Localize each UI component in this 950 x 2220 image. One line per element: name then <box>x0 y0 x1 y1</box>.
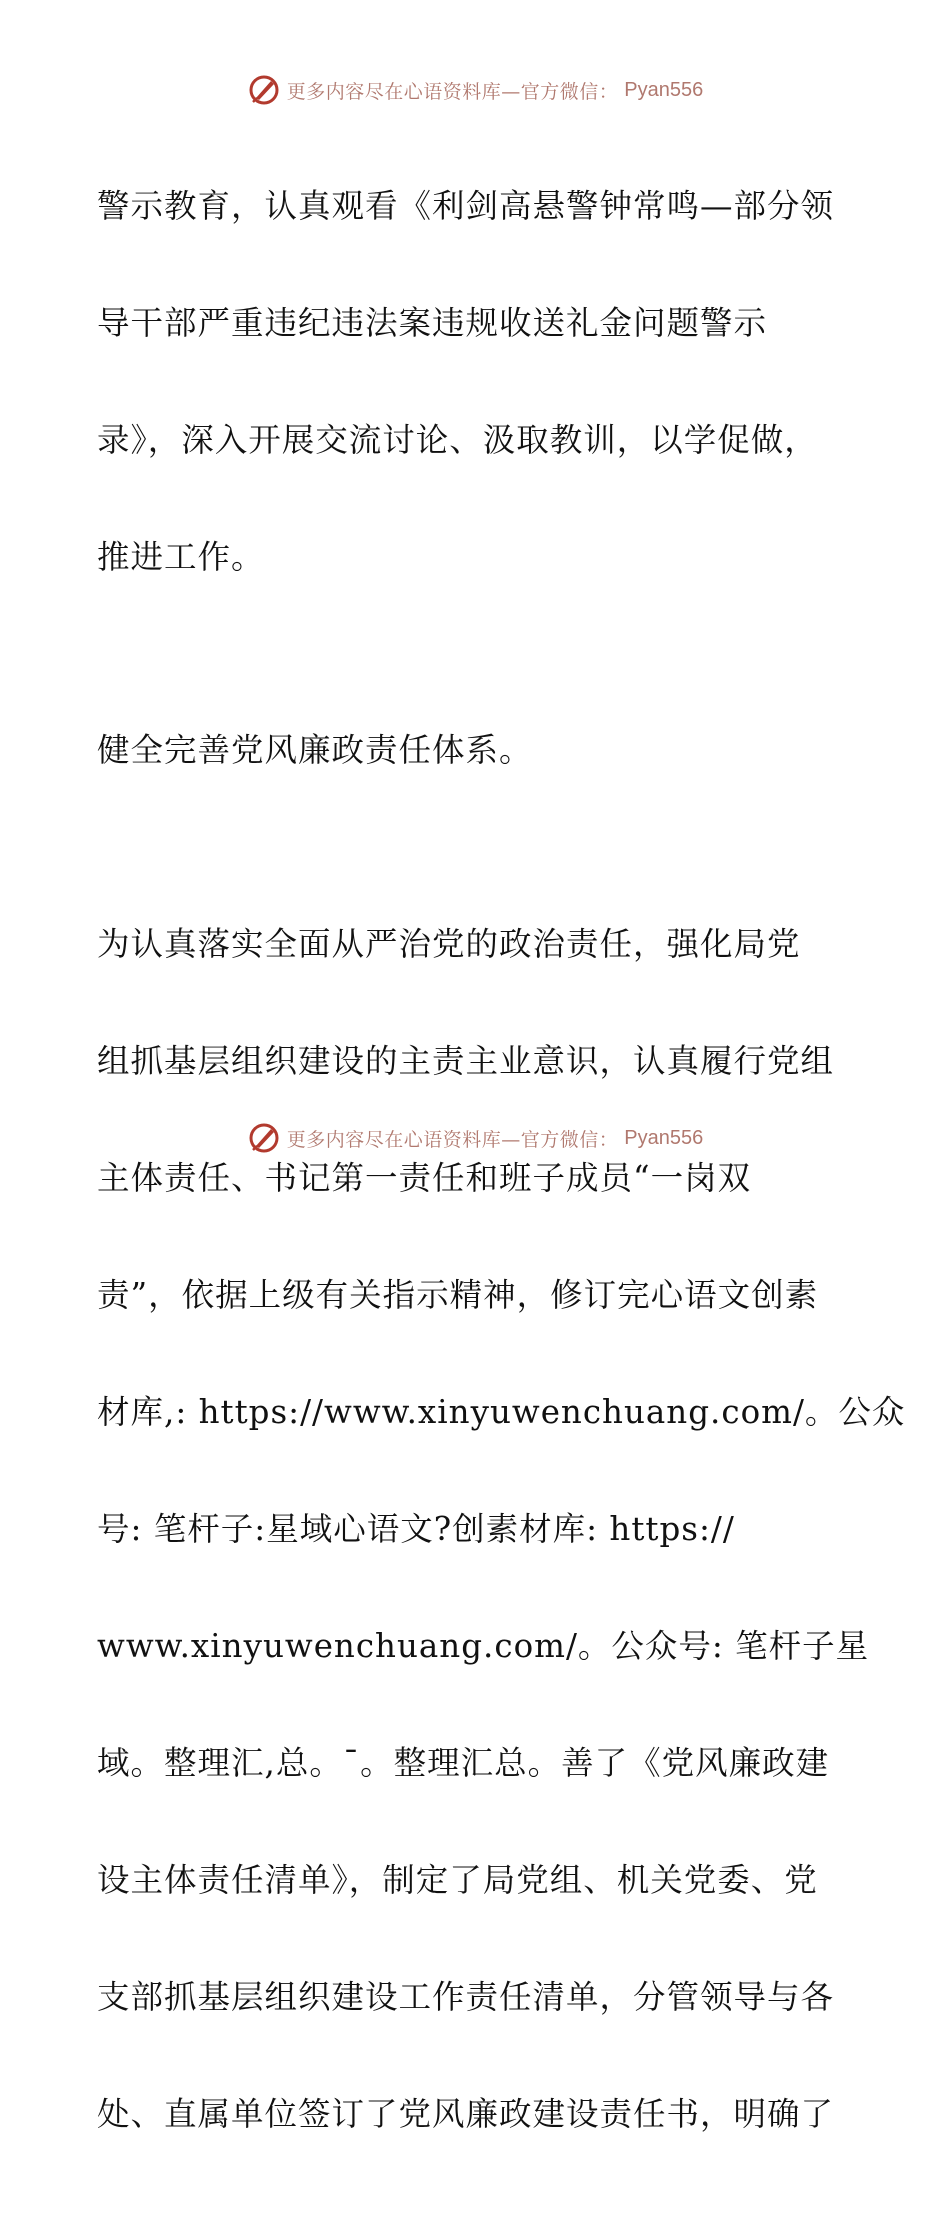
text-line: 导干部严重违纪违法案违规收送礼金问题警示 <box>97 303 768 342</box>
text-line: 处、直属单位签订了党风廉政建设责任书，明确了 <box>97 2094 835 2133</box>
text-line: 号: 笔杆子:星域心语文?创素材库: https:// <box>97 1509 735 1548</box>
text-line: 责”，依据上级有关指示精神，修订完心语文创素 <box>97 1275 819 1314</box>
text-line: 支部抓基层组织建设工作责任清单，分管领导与各 <box>97 1977 835 2016</box>
text-line: 主体责任、书记第一责任和班子成员“一岗双 <box>97 1158 752 1197</box>
quill-logo-icon <box>247 73 281 107</box>
text-line: 组抓基层组织建设的主责主业意识，认真履行党组 <box>97 1041 835 1080</box>
text-line: 推进工作。 <box>97 537 265 576</box>
header-banner-handle: Pyan556 <box>624 78 704 101</box>
footer-banner-handle: Pyan556 <box>624 1126 704 1149</box>
text-line: 警示教育，认真观看《利剑高悬警钟常鸣—部分领 <box>97 186 835 225</box>
header-banner-text: 更多内容尽在心语资料库—官方微信： <box>286 80 619 103</box>
text-line: www.xinyuwenchuang.com/。公众号: 笔杆子星 <box>97 1626 870 1665</box>
footer-banner-text: 更多内容尽在心语资料库—官方微信： <box>286 1128 619 1151</box>
text-line: 健全完善党风廉政责任体系。 <box>97 731 533 769</box>
text-line: 域。整理汇,总。¯。整理汇总。善了《党风廉政建 <box>97 1743 830 1782</box>
quill-logo-icon <box>247 1121 281 1155</box>
text-line: 设主体责任清单》，制定了局党组、机关党委、党 <box>97 1860 818 1899</box>
text-line: 为认真落实全面从严治党的政治责任，强化局党 <box>97 924 801 963</box>
text-line: 录》，深入开展交流讨论、汲取教训，以学促做， <box>97 420 818 459</box>
header-banner <box>0 70 950 110</box>
footer-banner <box>0 1118 950 1158</box>
paragraph-1 <box>97 118 857 645</box>
text-line: 材库,: https://www.xinyuwenchuang.com/。公众 <box>97 1392 906 1431</box>
paragraph-3 <box>97 856 906 2202</box>
paragraph-2 <box>97 663 857 839</box>
document-body <box>97 118 906 2220</box>
